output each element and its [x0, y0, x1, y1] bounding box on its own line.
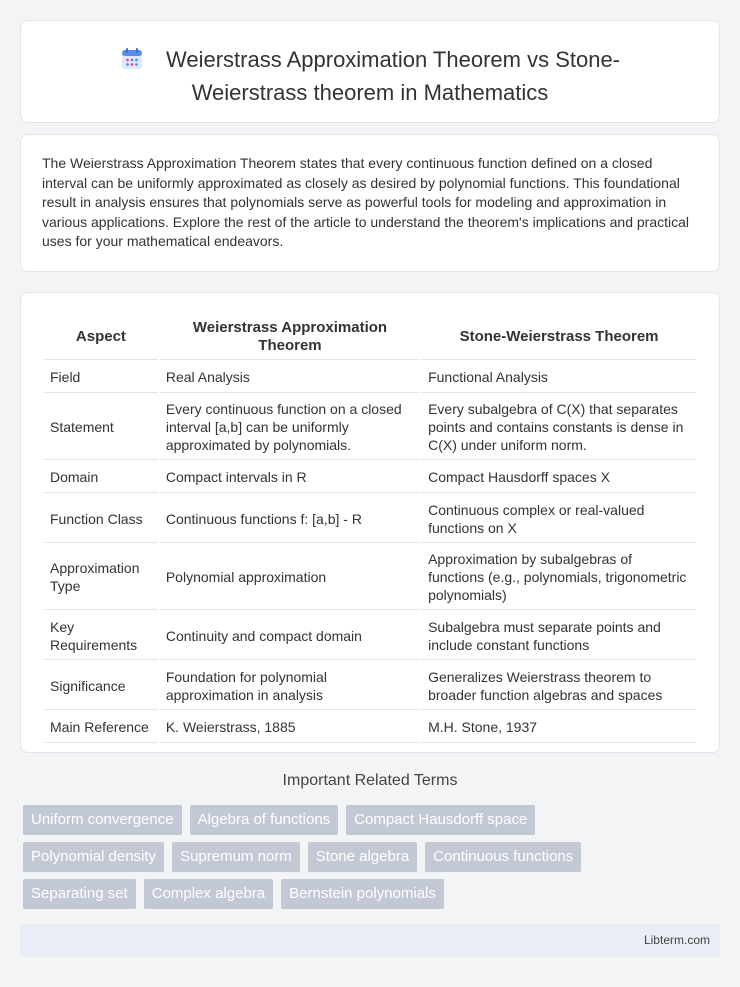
tag-stone-algebra[interactable]: Stone algebra [308, 842, 417, 872]
table-cell: Key Requirements [44, 612, 158, 660]
table-cell: Real Analysis [160, 362, 420, 393]
intro-card [20, 134, 720, 272]
table-cell: Every continuous function on a closed interval [a,b] can be uniformly approximated by polynomials. [160, 395, 420, 460]
tag-row [23, 842, 723, 872]
table-cell: Function Class [44, 495, 158, 543]
tag-row [23, 879, 723, 909]
table-cell: Compact Hausdorff spaces X [422, 462, 696, 493]
tag-supremum-norm[interactable]: Supremum norm [172, 842, 300, 872]
tag-polynomial-density[interactable]: Polynomial density [23, 842, 164, 872]
tag-bernstein-polynomials[interactable]: Bernstein polynomials [281, 879, 444, 909]
tag-algebra-of-functions[interactable]: Algebra of functions [190, 805, 339, 835]
title-card [20, 20, 720, 123]
table-row [44, 462, 696, 493]
table-cell: Every subalgebra of C(X) that separates points and contains constants is dense in C(X) under uniform norm. [422, 395, 696, 460]
comparison-card [20, 292, 720, 753]
tag-row [23, 805, 723, 835]
table-cell: Functional Analysis [422, 362, 696, 393]
table-cell: Approximation Type [44, 545, 158, 610]
header-aspect: Aspect [44, 315, 158, 360]
related-terms [23, 805, 723, 916]
table-header-row [44, 315, 696, 360]
table-cell: M.H. Stone, 1937 [422, 712, 696, 743]
calendar-icon [120, 47, 144, 78]
tag-uniform-convergence[interactable]: Uniform convergence [23, 805, 182, 835]
table-cell: Continuous complex or real-valued functions on X [422, 495, 696, 543]
table-row [44, 395, 696, 460]
page-title [21, 45, 719, 107]
title-line-1: Weierstrass Approximation Theorem vs Stone- [165, 47, 621, 72]
comparison-table [42, 313, 698, 745]
title-line-2: Weierstrass theorem in Mathematics [191, 80, 549, 105]
table-cell: Main Reference [44, 712, 158, 743]
table-row [44, 545, 696, 610]
footer [20, 924, 720, 957]
table-row [44, 712, 696, 743]
header-weierstrass: Weierstrass Approximation Theorem [160, 315, 420, 360]
tag-complex-algebra[interactable]: Complex algebra [144, 879, 273, 909]
header-stone-weierstrass: Stone-Weierstrass Theorem [422, 315, 696, 360]
related-terms-title: Important Related Terms [282, 772, 458, 789]
footer-site-link[interactable]: Libterm.com [643, 933, 710, 947]
table-cell: Significance [44, 662, 158, 710]
intro-text: The Weierstrass Approximation Theorem states that every continuous function defined on a closed interval can be uniformly approximated as closely as desired by polynomial functions. This foundational result in analysis ensures that polynomials serve as powerful tools for modeling and approximation in various applications. Explore the rest of the article to understand the theorem's implications and practical uses for your mathematical endeavors. [42, 155, 690, 250]
table-cell: Field [44, 362, 158, 393]
table-cell: Continuous functions f: [a,b] - R [160, 495, 420, 543]
table-cell: Compact intervals in R [160, 462, 420, 493]
table-cell: Polynomial approximation [160, 545, 420, 610]
table-cell: Approximation by subalgebras of functions (e.g., polynomials, trigonometric polynomials) [422, 545, 696, 610]
table-cell: Subalgebra must separate points and include constant functions [422, 612, 696, 660]
table-cell: Generalizes Weierstrass theorem to broader function algebras and spaces [422, 662, 696, 710]
table-cell: Statement [44, 395, 158, 460]
tag-continuous-functions[interactable]: Continuous functions [425, 842, 581, 872]
table-row [44, 612, 696, 660]
tag-compact-hausdorff-space[interactable]: Compact Hausdorff space [346, 805, 535, 835]
table-row [44, 495, 696, 543]
table-cell: K. Weierstrass, 1885 [160, 712, 420, 743]
table-row [44, 662, 696, 710]
table-cell: Continuity and compact domain [160, 612, 420, 660]
table-row [44, 362, 696, 393]
table-cell: Foundation for polynomial approximation in analysis [160, 662, 420, 710]
table-cell: Domain [44, 462, 158, 493]
tag-separating-set[interactable]: Separating set [23, 879, 136, 909]
